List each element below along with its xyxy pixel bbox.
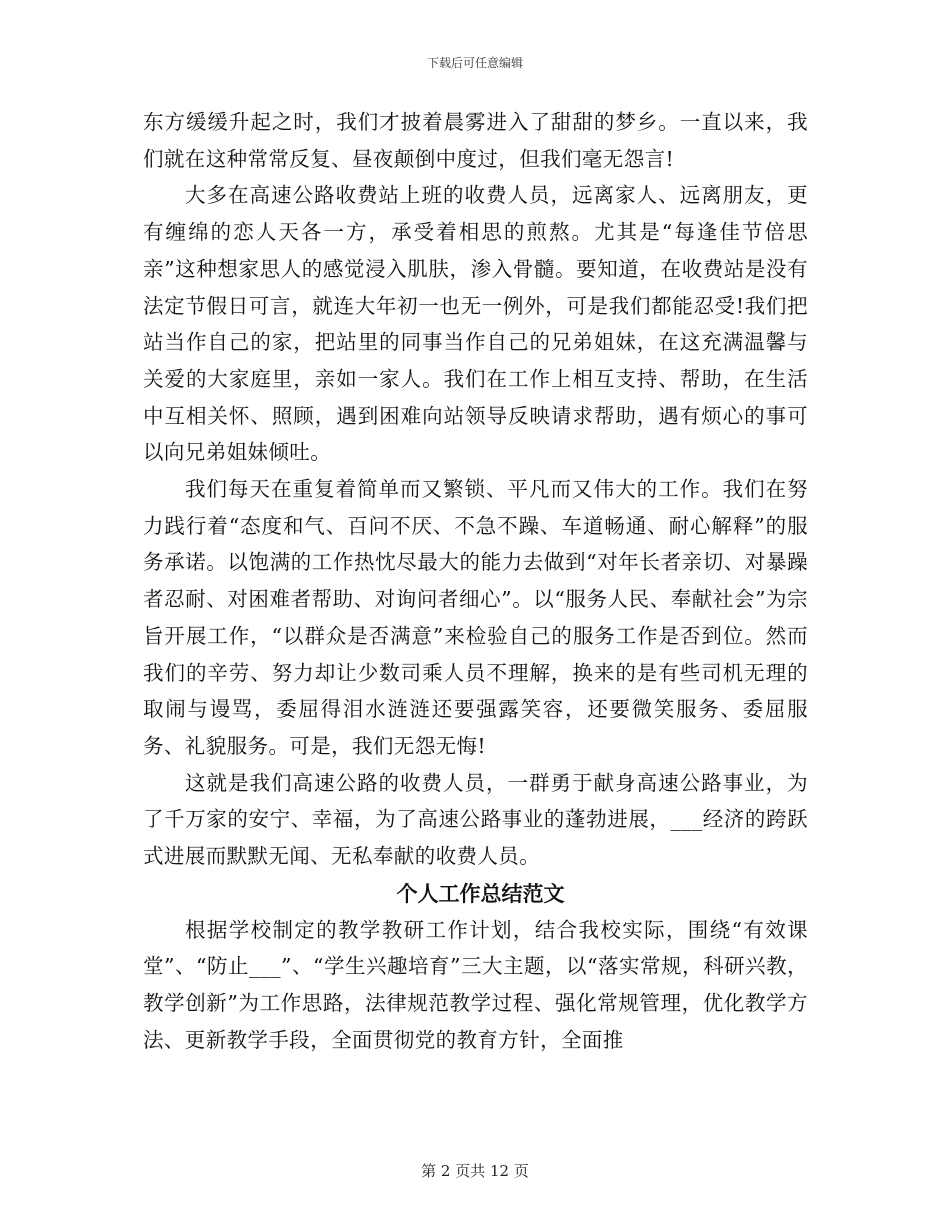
paragraph-work-summary: 根据学校制定的教学教研工作计划，结合我校实际，围绕“有效课堂”、“防止___”、“学生兴趣培育”三大主题，以“落实常规，科研兴教，教学创新”为工作思路，法律规范教学过程、强化常规管理，优化教学方法、更新教学手段，全面贯彻党的教育方针，全面推: [143, 917, 808, 1052]
paragraph-service-commitment: 我们每天在重复着简单而又繁锁、平凡而又伟大的工作。我们在努力践行着“态度和气、百问不厌、不急不躁、车道畅通、耐心解释”的服务承诺。以饱满的工作热忱尽最大的能力去做到“对年长者亲切、对暴躁者忍耐、对困难者帮助、对询问者细心”。以“服务人民、奉献社会”为宗旨开展工作，“以群众是否满意”来检验自己的服务工作是否到位。然而我们的辛劳、努力却让少数司乘人员不理解，换来的是有些司机无理的取闹与谩骂，委屈得泪水涟涟还要强露笑容，还要微笑服务、委屈服务、礼貌服务。可是，我们无怨无悔!: [143, 477, 808, 758]
page-number: 第 2 页共 12 页: [421, 1162, 529, 1180]
document-body: [143, 104, 808, 1059]
paragraph-toll-staff-family: 大多在高速公路收费站上班的收费人员，远离家人、远离朋友，更有缠绵的恋人天各一方，承受着相思的煎熬。尤其是“每逢佳节倍思亲”这种想家思人的感觉浸入肌肤，渗入骨髓。要知道，在收费站是没有法定节假日可言，就连大年初一也无一例外，可是我们都能忍受!我们把站当作自己的家，把站里的同事当作自己的兄弟姐妹，在这充满温馨与关爱的大家庭里，亲如一家人。我们在工作上相互支持、帮助，在生活中互相关怀、照顾，遇到困难向站领导反映请求帮助，遇有烦心的事可以向兄弟姐妹倾吐。: [143, 183, 808, 465]
section-title: 个人工作总结范文: [396, 880, 565, 906]
paragraph-continuation: 东方缓缓升起之时，我们才披着晨雾进入了甜甜的梦乡。一直以来，我们就在这种常常反复、昼夜颠倒中度过，但我们毫无怨言!: [143, 110, 808, 171]
page-header: 下载后可任意编辑: [426, 56, 523, 70]
paragraph-conclusion: 这就是我们高速公路的收费人员，一群勇于献身高速公路事业，为了千万家的安宁、幸福，为了高速公路事业的蓬勃进展，___经济的跨跃式进展而默默无闻、无私奉献的收费人员。: [143, 770, 808, 869]
